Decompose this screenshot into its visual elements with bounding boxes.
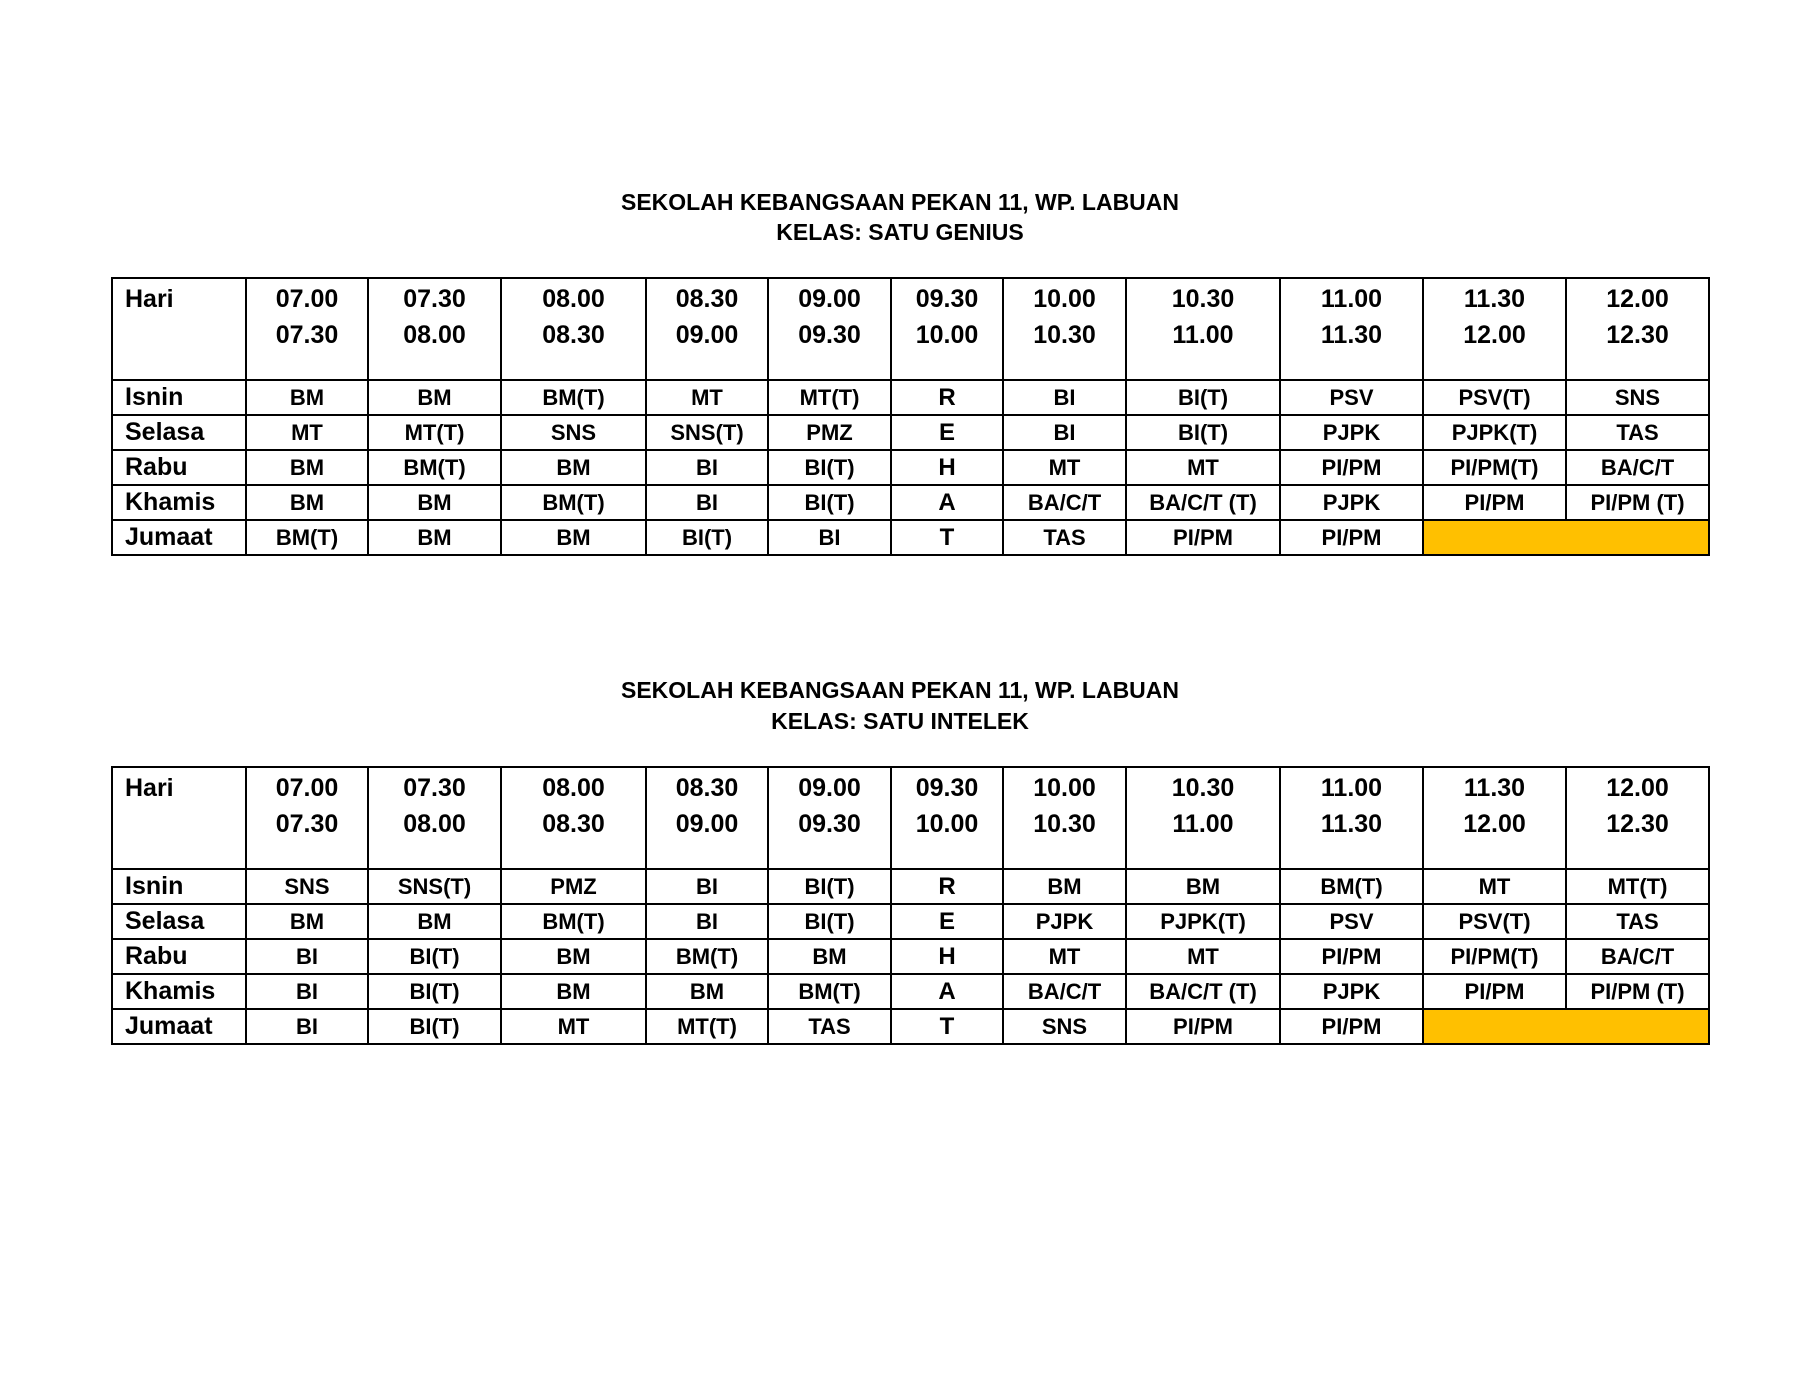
subject-cell: BM(T)	[1280, 869, 1423, 904]
subject-cell: BM	[501, 520, 646, 555]
class-name: KELAS: SATU GENIUS	[776, 219, 1024, 245]
subject-cell: BM	[368, 904, 501, 939]
subject-cell: BM(T)	[246, 520, 368, 555]
subject-cell: BI(T)	[768, 869, 891, 904]
subject-cell: SNS	[501, 415, 646, 450]
subject-cell: BI(T)	[1126, 380, 1280, 415]
subject-cell: BI	[646, 869, 768, 904]
subject-cell: BI(T)	[768, 904, 891, 939]
time-start: 07.00	[275, 774, 339, 802]
subject-cell: TAS	[1566, 415, 1709, 450]
rehat-letter: E	[891, 904, 1003, 939]
time-start: 11.30	[1463, 285, 1526, 313]
subject-cell: BM	[501, 974, 646, 1009]
subject-cell: PSV(T)	[1423, 904, 1566, 939]
subject-cell: BI	[246, 1009, 368, 1044]
time-slot-header	[891, 278, 1003, 380]
day-row	[112, 380, 1709, 415]
time-start: 09.30	[915, 774, 979, 802]
time-start: 09.00	[798, 285, 861, 313]
school-name: SEKOLAH KEBANGSAAN PEKAN 11, WP. LABUAN	[620, 189, 1180, 215]
time-start: 08.30	[675, 774, 739, 802]
subject-cell: MT	[1126, 939, 1280, 974]
timetable-satu-genius	[111, 277, 1710, 556]
subject-cell: BM	[246, 450, 368, 485]
subject-cell: PSV	[1280, 904, 1423, 939]
time-end: 08.30	[542, 321, 605, 349]
class-name: KELAS: SATU INTELEK	[771, 708, 1029, 734]
subject-cell: PJPK	[1280, 974, 1423, 1009]
time-start: 07.00	[275, 285, 339, 313]
subject-cell: BI(T)	[646, 520, 768, 555]
subject-cell: BM	[1126, 869, 1280, 904]
subject-cell: BI	[646, 485, 768, 520]
day-name: Rabu	[112, 939, 246, 974]
subject-cell: SNS	[1566, 380, 1709, 415]
subject-cell: MT	[646, 380, 768, 415]
subject-cell: BI(T)	[368, 974, 501, 1009]
subject-cell: BA/C/T	[1566, 450, 1709, 485]
day-row	[112, 450, 1709, 485]
subject-cell: BI	[646, 450, 768, 485]
subject-cell: PJPK	[1280, 415, 1423, 450]
time-start: 08.30	[675, 285, 739, 313]
timetable-satu-intelek	[111, 766, 1710, 1045]
subject-cell: BM(T)	[646, 939, 768, 974]
day-row	[112, 1009, 1709, 1044]
subject-cell: TAS	[1003, 520, 1126, 555]
time-start: 10.00	[1033, 774, 1096, 802]
time-end: 08.00	[403, 810, 466, 838]
subject-cell: BM	[501, 450, 646, 485]
time-start: 07.30	[403, 285, 466, 313]
time-end: 12.00	[1463, 810, 1526, 838]
time-end: 11.00	[1172, 810, 1234, 838]
subject-cell: BA/C/T	[1566, 939, 1709, 974]
subject-cell: BI(T)	[768, 485, 891, 520]
day-name: Isnin	[112, 869, 246, 904]
time-start: 09.00	[798, 774, 861, 802]
subject-cell: SNS(T)	[646, 415, 768, 450]
time-start: 10.30	[1171, 285, 1235, 313]
subject-cell: PI/PM	[1280, 520, 1423, 555]
subject-cell: MT	[1003, 450, 1126, 485]
subject-cell: BM	[246, 904, 368, 939]
subject-cell: TAS	[1566, 904, 1709, 939]
time-slot-header	[768, 278, 891, 380]
subject-cell: PI/PM	[1280, 450, 1423, 485]
empty-slot	[1423, 1009, 1709, 1044]
time-start: 12.00	[1606, 285, 1669, 313]
header-row	[112, 278, 1709, 380]
subject-cell: BM	[646, 974, 768, 1009]
subject-cell: BA/C/T	[1003, 485, 1126, 520]
subject-cell: BA/C/T	[1003, 974, 1126, 1009]
subject-cell: PI/PM (T)	[1566, 485, 1709, 520]
subject-cell: BM(T)	[501, 380, 646, 415]
rehat-letter: R	[891, 380, 1003, 415]
day-row	[112, 869, 1709, 904]
rehat-letter: H	[891, 450, 1003, 485]
subject-cell: BM(T)	[768, 974, 891, 1009]
day-row	[112, 974, 1709, 1009]
time-end: 11.30	[1320, 810, 1383, 838]
time-slot-header	[646, 767, 768, 869]
time-slot-header	[1126, 767, 1280, 869]
subject-cell: MT	[1003, 939, 1126, 974]
subject-cell: MT(T)	[1566, 869, 1709, 904]
subject-cell: PSV(T)	[1423, 380, 1566, 415]
time-slot-header	[1280, 278, 1423, 380]
subject-cell: BM	[246, 485, 368, 520]
time-end: 08.00	[403, 321, 466, 349]
time-slot-header	[1003, 278, 1126, 380]
time-end: 10.00	[915, 810, 979, 838]
time-slot-header	[768, 767, 891, 869]
rehat-letter: A	[891, 485, 1003, 520]
day-header: Hari	[112, 278, 246, 380]
time-start: 12.00	[1606, 774, 1669, 802]
subject-cell: PJPK	[1280, 485, 1423, 520]
time-end: 10.30	[1033, 321, 1096, 349]
time-slot-header	[1423, 767, 1566, 869]
time-slot-header	[501, 767, 646, 869]
school-name: SEKOLAH KEBANGSAAN PEKAN 11, WP. LABUAN	[620, 677, 1180, 703]
rehat-letter: T	[891, 1009, 1003, 1044]
day-row	[112, 415, 1709, 450]
rehat-letter: T	[891, 520, 1003, 555]
time-slot-header	[368, 278, 501, 380]
subject-cell: SNS(T)	[368, 869, 501, 904]
subject-cell: BI	[246, 974, 368, 1009]
subject-cell: MT	[501, 1009, 646, 1044]
subject-cell: MT(T)	[368, 415, 501, 450]
subject-cell: PI/PM	[1280, 1009, 1423, 1044]
time-start: 11.00	[1320, 774, 1383, 802]
subject-cell: MT(T)	[646, 1009, 768, 1044]
time-end: 10.30	[1033, 810, 1096, 838]
day-header: Hari	[112, 767, 246, 869]
time-slot-header	[646, 278, 768, 380]
subject-cell: BI(T)	[1126, 415, 1280, 450]
time-slot-header	[1566, 767, 1709, 869]
time-slot-header	[1003, 767, 1126, 869]
day-row	[112, 520, 1709, 555]
subject-cell: PMZ	[501, 869, 646, 904]
time-end: 11.00	[1172, 321, 1234, 349]
subject-cell: MT	[246, 415, 368, 450]
subject-cell: BM	[368, 380, 501, 415]
subject-cell: BI	[246, 939, 368, 974]
day-name: Rabu	[112, 450, 246, 485]
time-end: 09.00	[675, 810, 739, 838]
time-slot-header	[246, 278, 368, 380]
subject-cell: PI/PM	[1423, 974, 1566, 1009]
day-name: Isnin	[112, 380, 246, 415]
subject-cell: BM(T)	[501, 904, 646, 939]
day-row	[112, 904, 1709, 939]
time-start: 10.00	[1033, 285, 1096, 313]
subject-cell: BM	[368, 520, 501, 555]
subject-cell: PI/PM(T)	[1423, 939, 1566, 974]
subject-cell: BM	[368, 485, 501, 520]
time-slot-header	[501, 278, 646, 380]
subject-cell: BI	[768, 520, 891, 555]
subject-cell: BM	[246, 380, 368, 415]
subject-cell: PJPK(T)	[1423, 415, 1566, 450]
time-end: 12.00	[1463, 321, 1526, 349]
subject-cell: BM	[768, 939, 891, 974]
subject-cell: SNS	[246, 869, 368, 904]
day-name: Khamis	[112, 485, 246, 520]
time-slot-header	[891, 767, 1003, 869]
time-slot-header	[1126, 278, 1280, 380]
time-slot-header	[1423, 278, 1566, 380]
day-name: Jumaat	[112, 1009, 246, 1044]
subject-cell: BI(T)	[368, 939, 501, 974]
time-end: 09.00	[675, 321, 739, 349]
rehat-letter: E	[891, 415, 1003, 450]
day-name: Selasa	[112, 904, 246, 939]
day-row	[112, 485, 1709, 520]
subject-cell: PI/PM	[1280, 939, 1423, 974]
time-start: 09.30	[915, 285, 979, 313]
day-name: Jumaat	[112, 520, 246, 555]
empty-slot	[1423, 520, 1709, 555]
subject-cell: BA/C/T (T)	[1126, 974, 1280, 1009]
time-start: 08.00	[542, 285, 605, 313]
time-start: 11.00	[1320, 285, 1383, 313]
subject-cell: PI/PM(T)	[1423, 450, 1566, 485]
time-end: 07.30	[275, 810, 339, 838]
time-end: 10.00	[915, 321, 979, 349]
subject-cell: PI/PM	[1423, 485, 1566, 520]
subject-cell: PMZ	[768, 415, 891, 450]
subject-cell: BM	[501, 939, 646, 974]
time-end: 11.30	[1320, 321, 1383, 349]
time-slot-header	[1280, 767, 1423, 869]
subject-cell: PI/PM	[1126, 520, 1280, 555]
time-slot-header	[246, 767, 368, 869]
time-end: 09.30	[798, 321, 861, 349]
time-end: 07.30	[275, 321, 339, 349]
subject-cell: PJPK	[1003, 904, 1126, 939]
rehat-letter: H	[891, 939, 1003, 974]
time-start: 10.30	[1171, 774, 1235, 802]
subject-cell: SNS	[1003, 1009, 1126, 1044]
subject-cell: PI/PM (T)	[1566, 974, 1709, 1009]
subject-cell: BI	[646, 904, 768, 939]
subject-cell: MT(T)	[768, 380, 891, 415]
day-name: Selasa	[112, 415, 246, 450]
subject-cell: BI	[1003, 415, 1126, 450]
subject-cell: TAS	[768, 1009, 891, 1044]
day-name: Khamis	[112, 974, 246, 1009]
subject-cell: PJPK(T)	[1126, 904, 1280, 939]
time-end: 09.30	[798, 810, 861, 838]
subject-cell: PI/PM	[1126, 1009, 1280, 1044]
rehat-letter: R	[891, 869, 1003, 904]
day-row	[112, 939, 1709, 974]
time-slot-header	[368, 767, 501, 869]
subject-cell: BI(T)	[368, 1009, 501, 1044]
time-end: 12.30	[1606, 321, 1669, 349]
rehat-letter: A	[891, 974, 1003, 1009]
subject-cell: PSV	[1280, 380, 1423, 415]
header-row	[112, 767, 1709, 869]
time-start: 11.30	[1463, 774, 1526, 802]
subject-cell: BM(T)	[368, 450, 501, 485]
time-start: 08.00	[542, 774, 605, 802]
subject-cell: MT	[1126, 450, 1280, 485]
time-start: 07.30	[403, 774, 466, 802]
time-slot-header	[1566, 278, 1709, 380]
subject-cell: MT	[1423, 869, 1566, 904]
time-end: 08.30	[542, 810, 605, 838]
subject-cell: BA/C/T (T)	[1126, 485, 1280, 520]
subject-cell: BM(T)	[501, 485, 646, 520]
subject-cell: BI	[1003, 380, 1126, 415]
subject-cell: BM	[1003, 869, 1126, 904]
subject-cell: BI(T)	[768, 450, 891, 485]
time-end: 12.30	[1606, 810, 1669, 838]
